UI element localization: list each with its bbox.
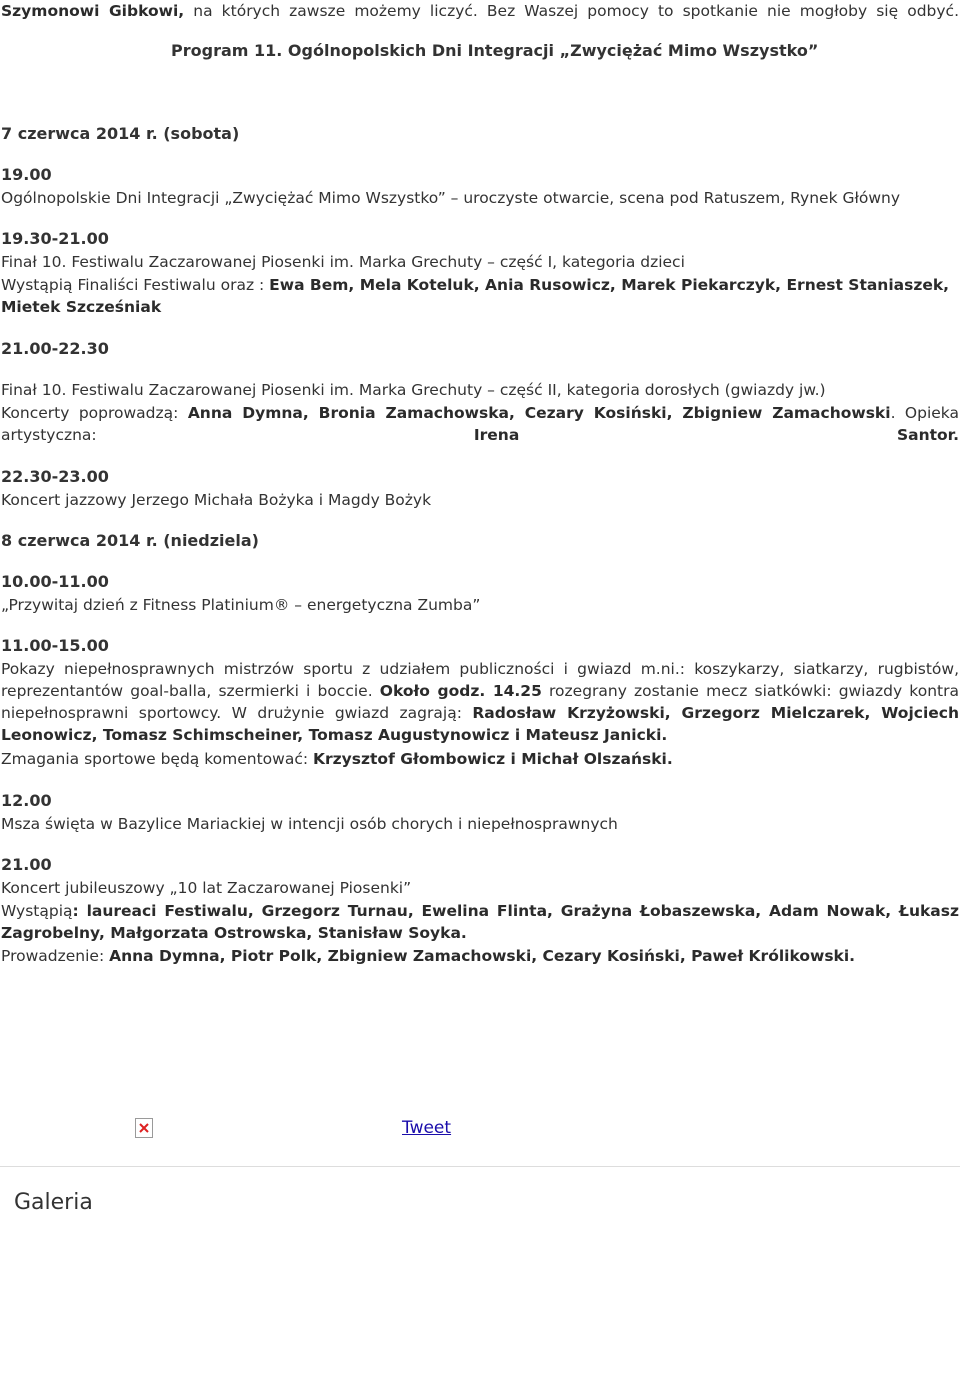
close-x-icon [138,1122,150,1134]
commentators-names: Krzysztof Głombowicz i Michał Olszański. [313,750,673,768]
performers-lead: Wystąpią Finaliści Festiwalu oraz : [1,276,270,294]
sport-text-2: rozegrany zostanie mecz siatkówki: gwiazdy kontra niepełnosprawni sportowcy. W drużynie gwiazd zagrają: [1,682,959,722]
gallery-title: Galeria [14,1190,93,1215]
intro-text: na których zawsze możemy liczyć. Bez Waszej pomocy to spotkanie nie mogłoby się odbyć. [184,2,959,20]
day2-e4-desc: Koncert jubileuszowy „10 lat Zaczarowanej Piosenki” [1,879,412,897]
day1-e1-time: 19.00 [1,165,52,184]
tweet-link[interactable]: Tweet [402,1118,452,1138]
day2-e1-time: 10.00-11.00 [1,572,109,591]
day2-e4-performers [1,900,959,944]
day2-e4-time: 21.00 [1,855,52,874]
day2-e3-desc: Msza święta w Bazylice Mariackiej w intencji osób chorych i niepełnosprawnych [1,815,618,833]
day2-e2-time: 11.00-15.00 [1,636,109,655]
day1-e2-desc: Finał 10. Festiwalu Zaczarowanej Piosenki im. Marka Grechuty – część I, kategoria dzieci [1,253,685,271]
artistic-lead: . Opieka artystyczna: [1,404,960,444]
day1-e4-time: 22.30-23.00 [1,467,109,486]
day1-e1-desc: Ogólnopolskie Dni Integracji „Zwyciężać Mimo Wszystko” – uroczyste otwarcie, scena pod Ratuszem, Rynek Główny [1,189,901,207]
day2-date: 8 czerwca 2014 r. (niedziela) [1,531,259,550]
day2-e3-time: 12.00 [1,791,52,810]
day1-e3-desc: Finał 10. Festiwalu Zaczarowanej Piosenki im. Marka Grechuty – część II, kategoria dorosłych (gwiazdy jw.) [1,381,826,399]
day1-e3-time: 21.00-22.30 [1,339,109,358]
sport-time: Około godz. 14. [379,682,521,700]
perf-names: : laureaci Festiwalu, Grzegorz Turnau, Ewelina Flinta, Grażyna Łobaszewska, Adam Nowak, Łukasz Zagrobelny, Małgorzata Ostrowska, Stanisław Soyka. [1,902,959,942]
intro-bold: Szymonowi Gibkowi, [1,2,185,20]
broken-image-icon[interactable] [135,1118,153,1138]
hosts-lead: Koncerty poprowadzą: [1,404,188,422]
host-names: Anna Dymna, Piotr Polk, Zbigniew Zamachowski, Cezary Kosiński, Paweł Królikowski. [109,947,856,965]
day2-e4-hosts [1,945,855,967]
sport-text-1: Pokazy niepełnosprawnych mistrzów sportu z udziałem publiczności i gwiazd m.ni.: koszykarzy, siatkarzy, rugbistów, reprezentantów goal-balla, szermierki i boccie. [1,660,959,700]
performers-names: Ewa Bem, Mela Koteluk, Ania Rusowicz, Marek Piekarczyk, Ernest Staniaszek, Mietek Szcześniak [1,276,950,316]
hosts-names: Anna Dymna, Bronia Zamachowska, Cezary Kosiński, Zbigniew Zamachowski [187,404,891,422]
program-title: Program 11. Ogólnopolskich Dni Integracji „Zwyciężać Mimo Wszystko” [171,41,819,60]
day1-e3-hosts [1,402,959,446]
artistic-name: Irena Santor. [473,426,959,444]
sport-minutes: 25 [520,682,542,700]
day1-e2-performers [1,274,959,318]
day1-date: 7 czerwca 2014 r. (sobota) [1,124,240,143]
host-lead: Prowadzenie: [1,947,110,965]
day1-e4-desc: Koncert jazzowy Jerzego Michała Bożyka i Magdy Bożyk [1,491,432,509]
day1-e2-time: 19.30-21.00 [1,229,109,248]
day2-e2-commentary [1,748,673,770]
divider [0,1166,960,1167]
comment-lead: Zmagania sportowe będą komentować: [1,750,313,768]
perf-lead: Wystąpią [1,902,73,920]
players-names: Radosław Krzyżowski, Grzegorz Mielczarek, Wojciech Leonowicz, Tomasz Schimscheiner, Tomasz Augustynowicz i Mateusz Janicki. [1,704,959,744]
intro-line [1,0,959,22]
day2-e1-desc: „Przywitaj dzień z Fitness Platinium® – energetyczna Zumba” [1,596,481,614]
day2-e2-paragraph [1,658,959,746]
